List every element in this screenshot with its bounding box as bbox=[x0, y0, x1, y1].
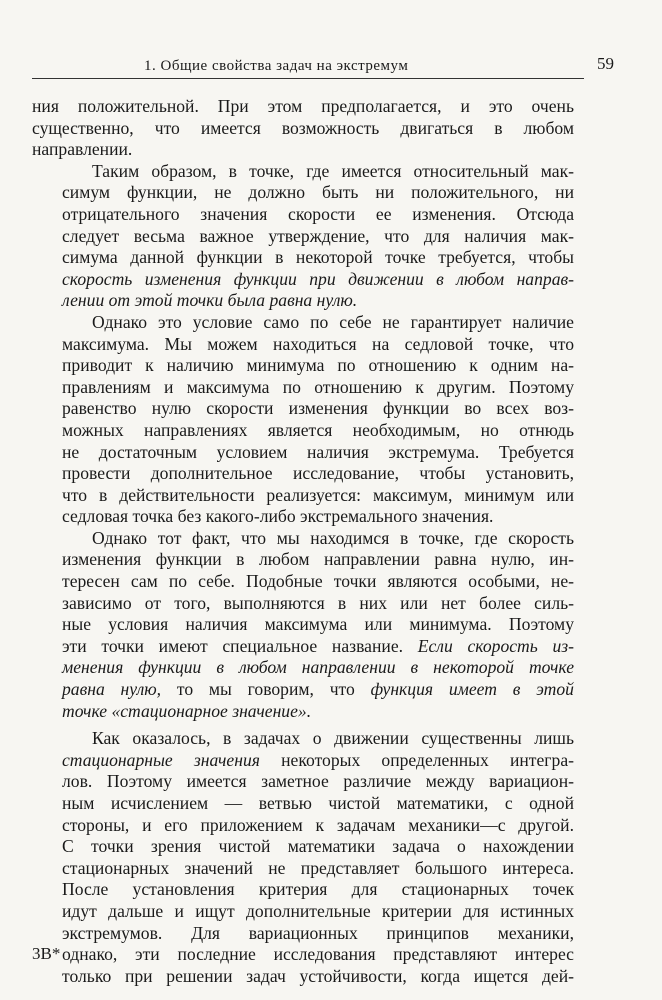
text-line: стороны, и его приложением к задачам механики—с другой. bbox=[62, 814, 574, 835]
text-span: эти точки имеют специальное название. bbox=[62, 635, 404, 656]
running-header bbox=[32, 54, 614, 79]
text-line: Как оказалось, в задачах о движении существенны лишь bbox=[92, 728, 574, 749]
text-span: то мы говорим, что bbox=[176, 679, 355, 700]
paragraph-2 bbox=[32, 161, 574, 312]
text-line: седловая точка без какого-либо экстремального значения. bbox=[62, 506, 494, 527]
emphasis-line: точке «стационарное значение». bbox=[62, 700, 312, 721]
text-line: зависимо от того, выполняются в них или нет более силь- bbox=[62, 592, 574, 613]
text-line: тересен сам по себе. Подобные точки являются особыми, не- bbox=[62, 571, 574, 592]
text-line: изменения функции в любом направлении равна нулю, ин- bbox=[62, 549, 574, 570]
text-line: направлении. bbox=[32, 139, 133, 160]
text-line: существенно, что имеется возможность двигаться в любом bbox=[32, 117, 574, 138]
text-line: провести дополнительное исследование, чтобы установить, bbox=[62, 463, 574, 484]
text-line: однако, эти последние исследования представляют интерес bbox=[62, 944, 574, 965]
text-line bbox=[32, 636, 574, 658]
text-line: ные условия наличия максимума или минимума. Поэтому bbox=[62, 614, 574, 635]
text-line: лов. Поэтому имеется заметное различие между вариацион- bbox=[62, 771, 574, 792]
text-line: только при решении задач устойчивости, когда ищется дей- bbox=[62, 965, 574, 986]
paragraph-3 bbox=[32, 312, 574, 528]
text-line: максимума. Мы можем находиться на седловой точке, что bbox=[62, 333, 574, 354]
signature-mark: 3B* bbox=[32, 944, 61, 963]
page-number: 59 bbox=[597, 54, 614, 73]
emphasis-line: менения функции в любом направлении в некоторой точке bbox=[62, 657, 574, 678]
emphasis-line: скорость изменения функции при движении в любом направ- bbox=[62, 268, 574, 289]
text-line: следует весьма важное утверждение, что для наличия мак- bbox=[62, 225, 574, 246]
text-line bbox=[32, 679, 574, 701]
emphasis-span: стационарные значения bbox=[62, 749, 260, 770]
text-line: симума данной функции в некоторой точке требуется, чтобы bbox=[62, 247, 574, 268]
text-line: Однако тот факт, что мы находимся в точке, где скорость bbox=[92, 527, 574, 548]
text-line: экстремумов. Для вариационных принципов механики, bbox=[62, 922, 574, 943]
emphasis-span: равна нулю, bbox=[62, 679, 162, 700]
emphasis-span: Если скорость из- bbox=[417, 635, 574, 656]
paragraph-4 bbox=[32, 528, 574, 722]
text-line: ния положительной. При этом предполагается, и это очень bbox=[32, 96, 574, 116]
paragraph-1 bbox=[32, 96, 574, 161]
body-text bbox=[32, 96, 574, 987]
emphasis-line: лении от этой точки была равна нулю. bbox=[62, 290, 358, 311]
text-line: что в действительности реализуется: максимум, минимум или bbox=[62, 484, 574, 505]
emphasis-span: функция имеет в этой bbox=[370, 679, 574, 700]
text-line: стационарных значений не представляет большого интереса. bbox=[62, 857, 574, 878]
text-line: равенство нулю скорости изменения функции во всех воз- bbox=[62, 398, 574, 419]
text-span: некоторых определенных интегра- bbox=[281, 749, 574, 770]
text-line: Однако это условие само по себе не гарантирует наличие bbox=[92, 311, 574, 332]
text-line: правлениям и максимума по отношению к другим. Поэтому bbox=[62, 376, 574, 397]
text-line: идут дальше и ищут дополнительные критерии для истинных bbox=[62, 900, 574, 921]
text-line: С точки зрения чистой математики задача о нахождении bbox=[62, 836, 574, 857]
text-line bbox=[32, 750, 574, 772]
text-line: не достаточным условием наличия экстремума. Требуется bbox=[62, 441, 574, 462]
text-line: ным исчислением — ветвью чистой математики, с одной bbox=[62, 793, 574, 813]
text-line: отрицательного значения скорости ее изменения. Отсюда bbox=[62, 203, 574, 224]
text-line: симум функции, не должно быть ни положительного, ни bbox=[62, 182, 574, 203]
text-line: можных направлениях является необходимым, но отнюдь bbox=[62, 419, 574, 440]
text-line: После установления критерия для стационарных точек bbox=[62, 879, 574, 900]
text-line: Таким образом, в точке, где имеется относительный мак- bbox=[92, 160, 574, 181]
text-line: приводит к наличию минимума по отношению к одним на- bbox=[62, 355, 574, 376]
chapter-title: 1. Общие свойства задач на экстремум bbox=[144, 58, 409, 74]
paragraph-5 bbox=[32, 728, 574, 987]
